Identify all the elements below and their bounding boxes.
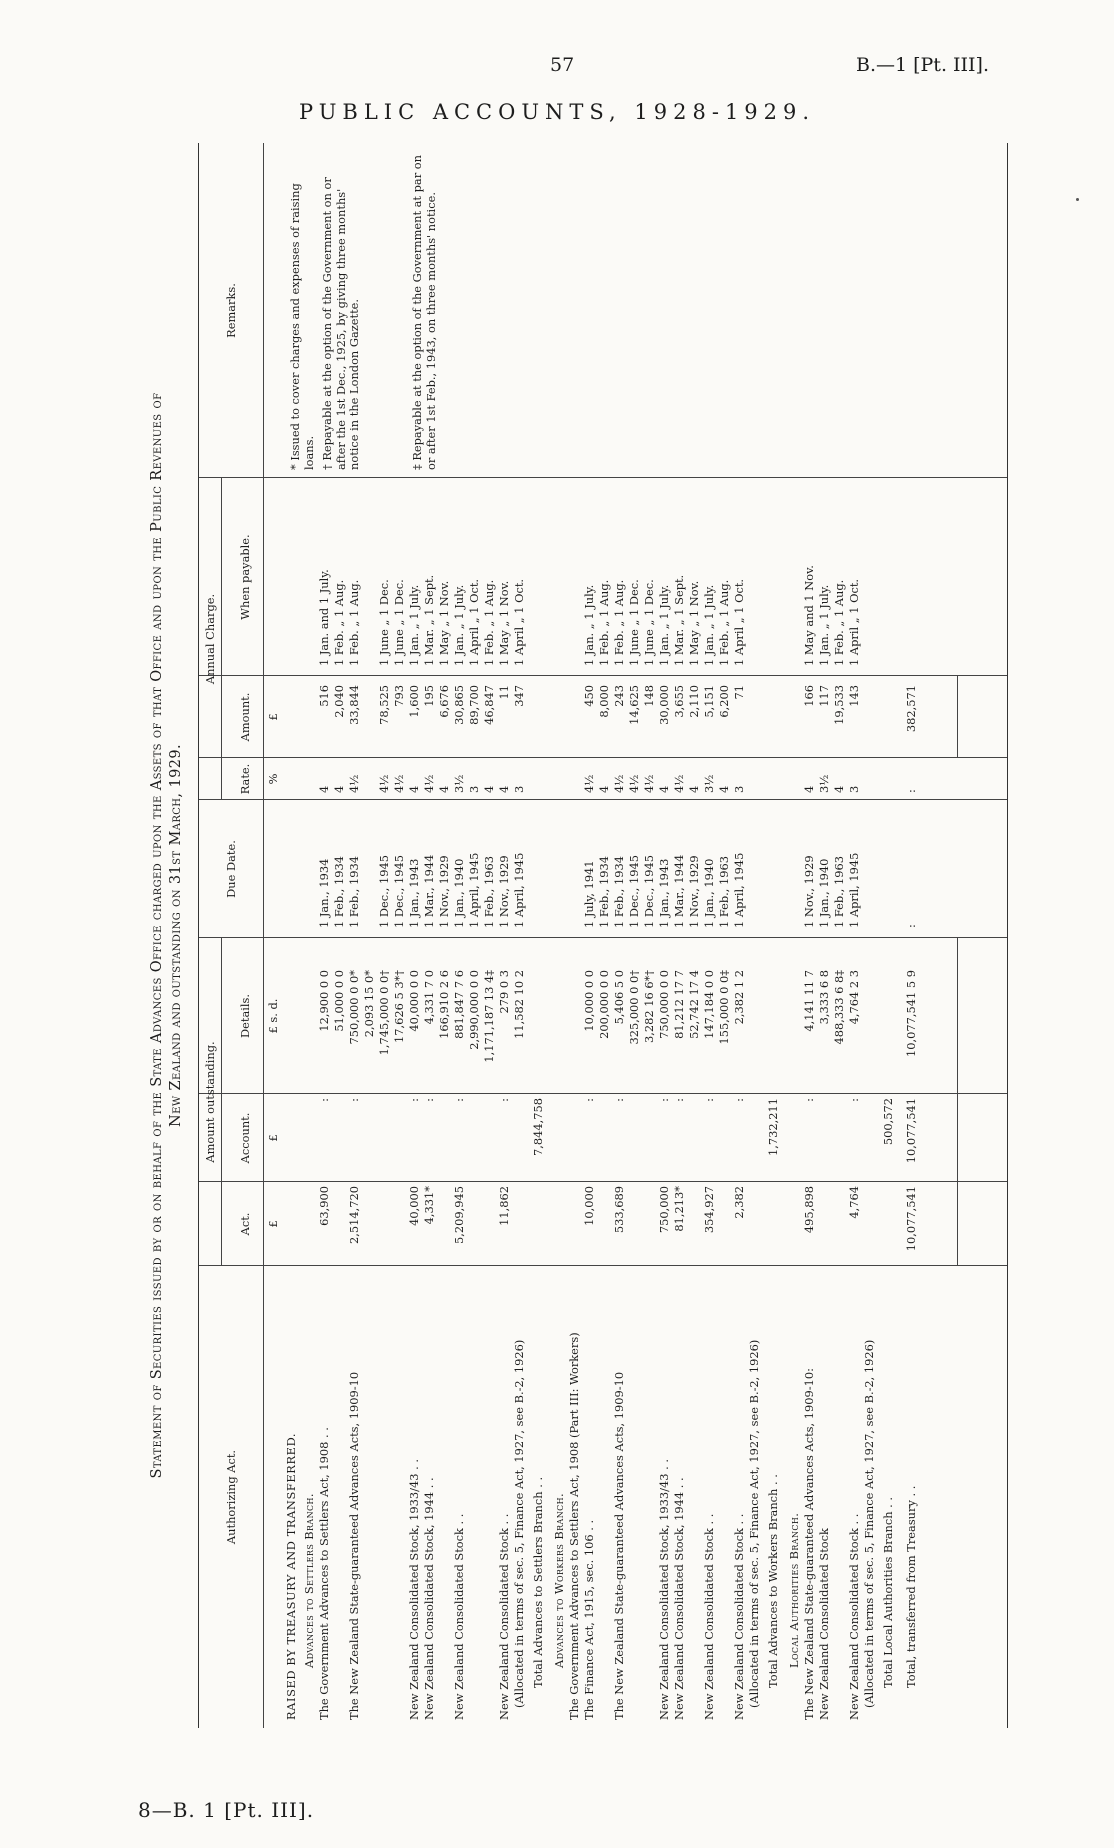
authorizing-act-cell: The Government Advances to Settlers Act, 1908 (Part III: Workers) xyxy=(567,1332,581,1720)
details-amount-cell: 750,000 0 0 xyxy=(657,970,671,1039)
details-amount-cell: 3,282 16 6*† xyxy=(642,970,656,1043)
when-payable-cell: 1 June „ 1 Dec. xyxy=(642,579,656,666)
details-amount-cell: 2,093 15 0* xyxy=(362,970,376,1038)
rate-cell: 4 xyxy=(332,785,346,793)
annual-amount-cell: 117 xyxy=(817,685,831,707)
when-payable-cell: 1 April „ 1 Oct. xyxy=(847,578,861,666)
annual-amount-cell: 30,000 xyxy=(657,685,671,725)
details-amount-cell: 10,000 0 0 xyxy=(582,970,596,1032)
rate-cell: 4½ xyxy=(627,774,641,793)
rate-cell: 4 xyxy=(597,785,611,793)
details-amount-cell: 1,171,187 13 4‡ xyxy=(482,970,496,1063)
table-row xyxy=(833,143,847,1728)
details-amount-cell: 17,626 5 3*† xyxy=(392,970,406,1043)
annual-amount-cell: 30,865 xyxy=(452,685,466,725)
annual-amount-cell: 33,844 xyxy=(347,685,361,725)
page-number: 57 xyxy=(550,54,575,76)
details-amount-cell: 2,382 1 2 xyxy=(732,970,746,1025)
due-date-cell: 1 Jan., 1943 xyxy=(407,858,421,928)
details-amount-cell: 4,331 7 0 xyxy=(422,970,436,1025)
details-amount-cell: 279 0 3 xyxy=(497,970,511,1014)
details-amount-cell: 3,333 6 8 xyxy=(817,970,831,1025)
due-date-cell: 1 Dec., 1945 xyxy=(627,855,641,928)
act-amount-cell: 2,514,720 xyxy=(347,1186,361,1244)
annual-amount-cell: 2,040 xyxy=(332,685,346,718)
table-row xyxy=(733,143,747,1728)
account-amount-cell: : xyxy=(582,1098,596,1102)
margin-mark xyxy=(1076,198,1079,201)
table-row xyxy=(513,143,527,1728)
table-row xyxy=(393,143,407,1728)
details-amount-cell: 12,900 0 0 xyxy=(317,970,331,1032)
details-amount-cell: 81,212 17 7 xyxy=(672,970,686,1039)
table-row xyxy=(568,143,582,1728)
table-row xyxy=(863,143,877,1728)
details-amount-cell: 166,910 2 6 xyxy=(437,970,451,1039)
account-amount-cell: : xyxy=(672,1098,686,1102)
header-rate: Rate. xyxy=(238,763,252,795)
table-row xyxy=(363,143,377,1728)
authorizing-act-cell: Advances to Workers Branch. xyxy=(552,1492,566,1668)
table-row xyxy=(468,143,482,1728)
due-date-cell: 1 April, 1945 xyxy=(847,852,861,928)
total-rule xyxy=(957,676,958,758)
when-payable-cell: 1 Jan. „ 1 July. xyxy=(407,584,421,666)
annual-amount-cell: 148 xyxy=(642,685,656,707)
when-payable-cell: 1 June „ 1 Dec. xyxy=(392,579,406,666)
when-payable-cell: 1 Jan. and 1 July. xyxy=(317,569,331,666)
authorizing-act-cell: Total Advances to Settlers Branch . . xyxy=(531,1476,545,1688)
rate-cell: 4½ xyxy=(582,774,596,793)
table-row xyxy=(628,143,642,1728)
header-act: Act. xyxy=(238,1212,252,1236)
annual-amount-cell: 450 xyxy=(582,685,596,707)
authorizing-act-cell: Advances to Settlers Branch. xyxy=(302,1493,316,1668)
rate-cell: 4½ xyxy=(392,774,406,793)
caption-line-1: Statement of Securities issued by or on behalf of the State Advances Office charged upon the Assets of that Office and upon the Public Revenues of xyxy=(149,392,165,1479)
page-footer: 8—B. 1 [Pt. III]. xyxy=(138,1798,315,1822)
account-amount-cell: 10,077,541 xyxy=(904,1098,918,1164)
rate-cell: 3 xyxy=(467,785,481,793)
annual-amount-cell: 19,533 xyxy=(832,685,846,725)
table-row xyxy=(788,143,802,1728)
authorizing-act-cell: New Zealand Consolidated Stock, 1933/43 . . xyxy=(407,1459,421,1720)
annual-amount-cell: 243 xyxy=(612,685,626,707)
total-rule xyxy=(957,938,958,1266)
authorizing-act-cell: Total, transferred from Treasury . . xyxy=(904,1485,918,1688)
details-amount-cell: 1,745,000 0 0† xyxy=(377,970,391,1056)
act-amount-cell: 11,862 xyxy=(497,1186,511,1226)
annual-amount-cell: 347 xyxy=(512,685,526,707)
when-payable-cell: 1 April „ 1 Oct. xyxy=(512,578,526,666)
when-payable-cell: 1 Jan. „ 1 July. xyxy=(657,584,671,666)
account-amount-cell: : xyxy=(317,1098,331,1102)
authorizing-act-cell: (Allocated in terms of sec. 5, Finance Act, 1927, see B.-2, 1926) xyxy=(512,1339,526,1708)
unit-pound-act: £ xyxy=(266,1220,280,1228)
header-authorizing-act: Authorizing Act. xyxy=(224,1449,238,1545)
annual-amount-cell: 78,525 xyxy=(377,685,391,725)
header-amount: Amount. xyxy=(238,692,252,742)
account-amount-cell: 7,844,758 xyxy=(531,1098,545,1156)
rate-cell: 3 xyxy=(732,785,746,793)
due-date-cell: 1 July, 1941 xyxy=(582,860,596,928)
rate-cell: 4 xyxy=(717,785,731,793)
authorizing-act-cell: The New Zealand State-guaranteed Advances Acts, 1909-10: xyxy=(802,1368,816,1720)
rate-cell: 4 xyxy=(802,785,816,793)
authorizing-act-cell: The Government Advances to Settlers Act, 1908 . . xyxy=(317,1427,331,1720)
details-amount-cell: 4,764 2 3 xyxy=(847,970,861,1025)
rate-cell: 4 xyxy=(317,785,331,793)
annual-amount-cell: 6,676 xyxy=(437,685,451,718)
act-amount-cell: 4,764 xyxy=(847,1186,861,1219)
rate-cell: 4½ xyxy=(377,774,391,793)
table-row xyxy=(905,143,919,1728)
due-date-cell: 1 Mar., 1944 xyxy=(422,854,436,928)
when-payable-cell: 1 Feb. „ 1 Aug. xyxy=(332,579,346,666)
account-amount-cell: : xyxy=(422,1098,436,1102)
rate-cell: 4½ xyxy=(347,774,361,793)
details-amount-cell: 881,847 7 6 xyxy=(452,970,466,1039)
details-amount-cell: 51,000 0 0 xyxy=(332,970,346,1032)
table-row xyxy=(498,143,512,1728)
details-amount-cell: 52,742 17 4 xyxy=(687,970,701,1039)
act-amount-cell: 63,900 xyxy=(317,1186,331,1226)
header-account: Account. xyxy=(238,1112,252,1164)
details-amount-cell: 40,000 0 0 xyxy=(407,970,421,1032)
table-row xyxy=(658,143,672,1728)
details-amount-cell: 325,000 0 0† xyxy=(627,970,641,1045)
annual-amount-cell: 143 xyxy=(847,685,861,707)
account-amount-cell: : xyxy=(802,1098,816,1102)
authorizing-act-cell: New Zealand Consolidated Stock, 1944 . . xyxy=(672,1477,686,1720)
annual-amount-cell: 793 xyxy=(392,685,406,707)
remark-issued-charges: * Issued to cover charges and expenses of raising loans. xyxy=(288,183,316,470)
details-amount-cell: 155,000 0 0‡ xyxy=(717,970,731,1045)
table-row xyxy=(598,143,612,1728)
authorizing-act-cell: New Zealand Consolidated Stock . . xyxy=(452,1513,466,1720)
due-date-cell: 1 Dec., 1945 xyxy=(377,855,391,928)
when-payable-cell: 1 May and 1 Nov. xyxy=(802,565,816,666)
table-row xyxy=(453,143,467,1728)
account-amount-cell: : xyxy=(347,1098,361,1102)
due-date-cell: 1 April, 1945 xyxy=(512,852,526,928)
rate-cell: 4 xyxy=(407,785,421,793)
rotated-statement xyxy=(148,143,1006,1728)
act-amount-cell: 495,898 xyxy=(802,1186,816,1234)
details-amount-cell: 147,184 0 0 xyxy=(702,970,716,1039)
annual-amount-cell: 516 xyxy=(317,685,331,707)
annual-amount-cell: 14,625 xyxy=(627,685,641,725)
running-title: PUBLIC ACCOUNTS, 1928-1929. xyxy=(298,100,816,124)
authorizing-act-cell: New Zealand Consolidated Stock . . xyxy=(497,1513,511,1720)
rate-cell: 3½ xyxy=(817,774,831,793)
authorizing-act-cell: New Zealand Consolidated Stock, 1933/43 . . xyxy=(657,1459,671,1720)
when-payable-cell: 1 Feb. „ 1 Aug. xyxy=(347,579,361,666)
act-amount-cell: 5,209,945 xyxy=(452,1186,466,1244)
when-payable-cell: 1 June „ 1 Dec. xyxy=(627,579,641,666)
authorizing-act-cell: The New Zealand State-guaranteed Advances Acts, 1909-10 xyxy=(347,1371,361,1720)
table-row xyxy=(532,143,546,1728)
due-date-cell: 1 Nov., 1929 xyxy=(802,855,816,928)
annual-amount-cell: 1,600 xyxy=(407,685,421,718)
account-amount-cell: : xyxy=(407,1098,421,1102)
authorizing-act-cell: (Allocated in terms of sec. 5, Finance Act, 1927, see B.-2, 1926) xyxy=(862,1339,876,1708)
due-date-cell: 1 Jan., 1934 xyxy=(317,858,331,928)
details-amount-cell: 10,077,541 5 9 xyxy=(904,970,918,1057)
act-amount-cell: 354,927 xyxy=(702,1186,716,1234)
document-reference: B.—1 [Pt. III]. xyxy=(855,54,989,76)
unit-pound-amount: £ xyxy=(266,713,280,721)
rate-cell: 4½ xyxy=(672,774,686,793)
header-amount-outstanding: Amount outstanding. xyxy=(203,1041,217,1163)
table-row xyxy=(818,143,832,1728)
annual-amount-cell: 11 xyxy=(497,685,511,700)
authorizing-act-cell: Total Advances to Workers Branch . . xyxy=(766,1474,780,1688)
when-payable-cell: 1 Jan. „ 1 July. xyxy=(702,584,716,666)
annual-amount-cell: 5,151 xyxy=(702,685,716,718)
details-amount-cell: 200,000 0 0 xyxy=(597,970,611,1039)
rate-cell: 4 xyxy=(497,785,511,793)
when-payable-cell: 1 April „ 1 Oct. xyxy=(467,578,481,666)
when-payable-cell: 1 Feb. „ 1 Aug. xyxy=(482,579,496,666)
act-amount-cell: 533,689 xyxy=(612,1186,626,1234)
header-rule xyxy=(221,938,222,1266)
rate-cell: 3 xyxy=(512,785,526,793)
when-payable-cell: 1 May „ 1 Nov. xyxy=(687,580,701,666)
when-payable-cell: 1 Feb. „ 1 Aug. xyxy=(612,579,626,666)
account-amount-cell: 1,732,211 xyxy=(766,1098,780,1156)
table-row xyxy=(688,143,702,1728)
act-amount-cell: 10,077,541 xyxy=(904,1186,918,1252)
when-payable-cell: 1 Feb. „ 1 Aug. xyxy=(717,579,731,666)
table-row xyxy=(583,143,597,1728)
table-row xyxy=(748,143,762,1728)
act-amount-cell: 4,331* xyxy=(422,1186,436,1225)
authorizing-act-cell: RAISED BY TREASURY AND TRANSFERRED. xyxy=(284,1432,298,1720)
due-date-cell: 1 April, 1945 xyxy=(467,852,481,928)
authorizing-act-cell: Local Authorities Branch. xyxy=(787,1512,801,1668)
account-amount-cell: : xyxy=(847,1098,861,1102)
securities-table xyxy=(198,143,1008,1728)
table-row xyxy=(438,143,452,1728)
due-date-cell: 1 Feb., 1934 xyxy=(597,855,611,928)
header-rule xyxy=(221,478,222,800)
account-amount-cell: : xyxy=(702,1098,716,1102)
details-amount-cell: 750,000 0 0* xyxy=(347,970,361,1045)
unit-pound-account: £ xyxy=(266,1134,280,1142)
when-payable-cell: 1 Jan. „ 1 July. xyxy=(582,584,596,666)
account-amount-cell: : xyxy=(657,1098,671,1102)
header-remarks: Remarks. xyxy=(224,283,238,338)
act-amount-cell: 750,000 xyxy=(657,1186,671,1234)
authorizing-act-cell: Total Local Authorities Branch . . xyxy=(881,1496,895,1688)
account-amount-cell: : xyxy=(612,1098,626,1102)
annual-amount-cell: 71 xyxy=(732,685,746,700)
header-details: Details. xyxy=(238,994,252,1038)
annual-amount-cell: 89,700 xyxy=(467,685,481,725)
rate-cell: 3½ xyxy=(702,774,716,793)
table-row xyxy=(378,143,392,1728)
account-amount-cell: 500,572 xyxy=(881,1098,895,1146)
annual-amount-cell: 8,000 xyxy=(597,685,611,718)
act-amount-cell: 10,000 xyxy=(582,1186,596,1226)
table-row xyxy=(703,143,717,1728)
rate-cell: 4 xyxy=(832,785,846,793)
due-date-cell: 1 Feb., 1934 xyxy=(612,855,626,928)
table-row xyxy=(643,143,657,1728)
due-date-cell: 1 Feb., 1963 xyxy=(717,855,731,928)
act-amount-cell: 2,382 xyxy=(732,1186,746,1219)
when-payable-cell: 1 May „ 1 Nov. xyxy=(437,580,451,666)
when-payable-cell: 1 June „ 1 Dec. xyxy=(377,579,391,666)
details-amount-cell: 5,406 5 0 xyxy=(612,970,626,1025)
due-date-cell: 1 Mar., 1944 xyxy=(672,854,686,928)
statement-caption xyxy=(148,143,186,1728)
due-date-cell: 1 Jan., 1943 xyxy=(657,858,671,928)
rate-cell: 3½ xyxy=(452,774,466,793)
rate-cell: 4½ xyxy=(422,774,436,793)
rate-cell: 4 xyxy=(687,785,701,793)
due-date-cell: 1 Feb., 1934 xyxy=(332,855,346,928)
annual-amount-cell: 195 xyxy=(422,685,436,707)
rate-cell: 4 xyxy=(657,785,671,793)
due-date-cell: 1 Jan., 1940 xyxy=(702,858,716,928)
rate-cell: 4 xyxy=(482,785,496,793)
annual-amount-cell: 6,200 xyxy=(717,685,731,718)
authorizing-act-cell: (Allocated in terms of sec. 5, Finance Act, 1927, see B.-2, 1926) xyxy=(747,1339,761,1708)
rate-cell: : xyxy=(904,789,918,793)
unit-pound-sd: £ s. d. xyxy=(266,998,280,1034)
annual-amount-cell: 3,655 xyxy=(672,685,686,718)
due-date-cell: 1 Dec., 1945 xyxy=(392,855,406,928)
annual-amount-cell: 46,847 xyxy=(482,685,496,725)
details-amount-cell: 488,333 6 8‡ xyxy=(832,970,846,1045)
table-row xyxy=(483,143,497,1728)
rate-cell: 4½ xyxy=(612,774,626,793)
details-amount-cell: 4,141 11 7 xyxy=(802,970,816,1032)
rate-cell: 4½ xyxy=(642,774,656,793)
due-date-cell: : xyxy=(904,924,918,928)
rate-cell: 4 xyxy=(437,785,451,793)
remark-repayable-1943: ‡ Repayable at the option of the Government at par on or after 1st Feb., 1943, on three months' notice. xyxy=(410,155,438,470)
caption-line-2: New Zealand and outstanding on 31st March, 1929. xyxy=(168,744,184,1127)
when-payable-cell: 1 April „ 1 Oct. xyxy=(732,578,746,666)
remark-repayable-1925: † Repayable at the option of the Government on or after the 1st Dec., 1925, by giving three months' notice in the London Gazette. xyxy=(320,177,361,470)
header-rule xyxy=(263,143,264,1728)
authorizing-act-cell: New Zealand Consolidated Stock xyxy=(817,1528,831,1720)
table-row xyxy=(803,143,817,1728)
authorizing-act-cell: New Zealand Consolidated Stock . . xyxy=(702,1513,716,1720)
due-date-cell: 1 Feb., 1963 xyxy=(832,855,846,928)
account-amount-cell: : xyxy=(497,1098,511,1102)
authorizing-act-cell: The Finance Act, 1915, sec. 106 . . xyxy=(582,1519,596,1720)
table-row xyxy=(882,143,896,1728)
due-date-cell: 1 Nov., 1929 xyxy=(497,855,511,928)
due-date-cell: 1 Dec., 1945 xyxy=(642,855,656,928)
due-date-cell: 1 Nov., 1929 xyxy=(437,855,451,928)
when-payable-cell: 1 Feb. „ 1 Aug. xyxy=(832,579,846,666)
account-amount-cell: : xyxy=(452,1098,466,1102)
table-row xyxy=(767,143,781,1728)
due-date-cell: 1 Feb., 1934 xyxy=(347,855,361,928)
unit-percent: % xyxy=(266,773,280,785)
header-when-payable: When payable. xyxy=(238,534,252,620)
authorizing-act-cell: New Zealand Consolidated Stock, 1944 . . xyxy=(422,1477,436,1720)
details-amount-cell: 2,990,000 0 0 xyxy=(467,970,481,1050)
due-date-cell: 1 Jan., 1940 xyxy=(452,858,466,928)
table-row xyxy=(553,143,567,1728)
header-annual-charge: Annual Charge. xyxy=(203,593,217,685)
account-amount-cell: : xyxy=(732,1098,746,1102)
act-amount-cell: 40,000 xyxy=(407,1186,421,1226)
due-date-cell: 1 April, 1945 xyxy=(732,852,746,928)
due-date-cell: 1 Feb., 1963 xyxy=(482,855,496,928)
authorizing-act-cell: The New Zealand State-guaranteed Advances Acts, 1909-10 xyxy=(612,1371,626,1720)
rate-cell: 3 xyxy=(847,785,861,793)
table-row xyxy=(613,143,627,1728)
act-amount-cell: 81,213* xyxy=(672,1186,686,1232)
when-payable-cell: 1 Mar. „ 1 Sept. xyxy=(672,574,686,666)
when-payable-cell: 1 Jan. „ 1 July. xyxy=(817,584,831,666)
when-payable-cell: 1 Feb. „ 1 Aug. xyxy=(597,579,611,666)
header-due-date: Due Date. xyxy=(224,840,238,898)
details-amount-cell: 11,582 10 2 xyxy=(512,970,526,1039)
table-row xyxy=(848,143,862,1728)
when-payable-cell: 1 Jan. „ 1 July. xyxy=(452,584,466,666)
annual-amount-cell: 166 xyxy=(802,685,816,707)
table-row xyxy=(718,143,732,1728)
annual-amount-cell: 382,571 xyxy=(904,685,918,733)
authorizing-act-cell: New Zealand Consolidated Stock . . xyxy=(732,1513,746,1720)
when-payable-cell: 1 May „ 1 Nov. xyxy=(497,580,511,666)
when-payable-cell: 1 Mar. „ 1 Sept. xyxy=(422,574,436,666)
due-date-cell: 1 Jan., 1940 xyxy=(817,858,831,928)
table-row xyxy=(673,143,687,1728)
annual-amount-cell: 2,110 xyxy=(687,685,701,718)
authorizing-act-cell: New Zealand Consolidated Stock . . xyxy=(847,1513,861,1720)
due-date-cell: 1 Nov., 1929 xyxy=(687,855,701,928)
